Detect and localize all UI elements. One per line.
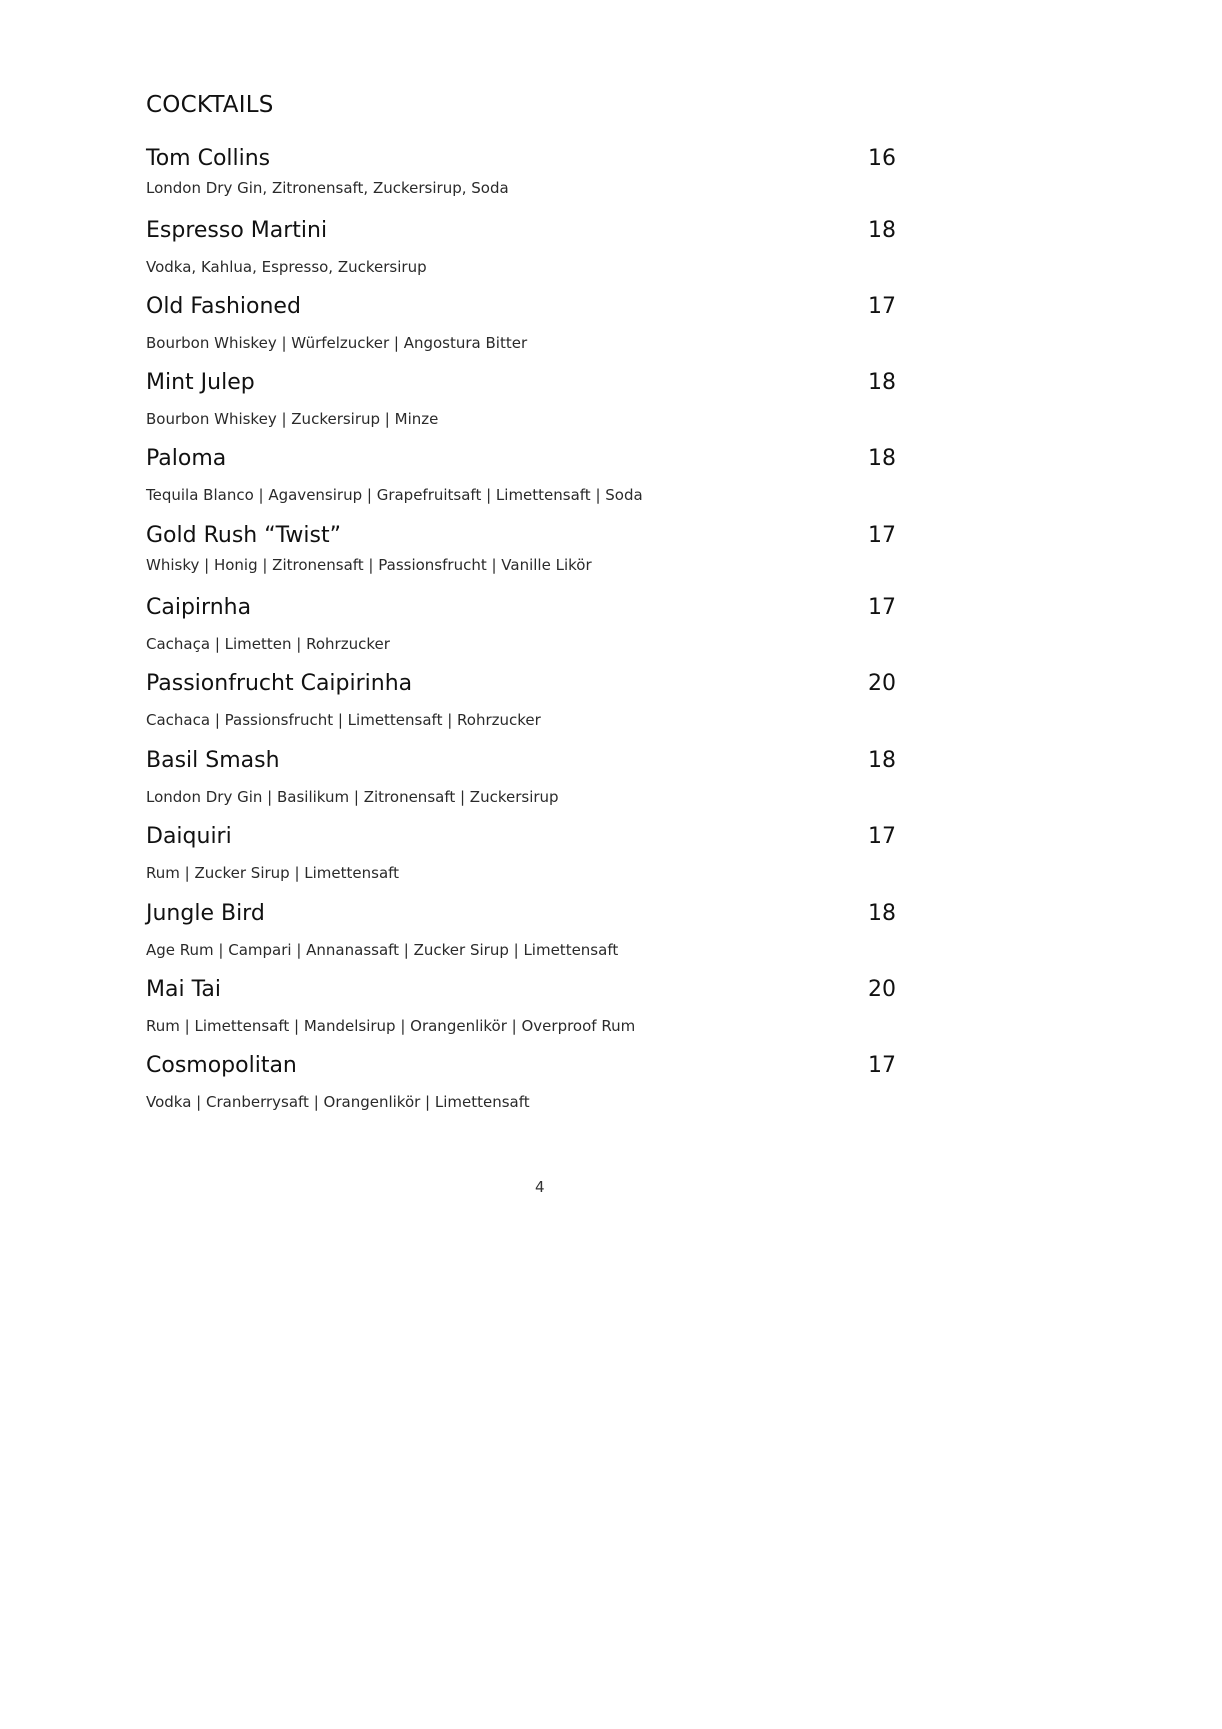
menu-item	[146, 824, 896, 884]
item-name: Jungle Bird	[146, 901, 265, 926]
item-name: Espresso Martini	[146, 218, 328, 243]
item-name: Cosmopolitan	[146, 1053, 297, 1078]
item-price: 20	[868, 977, 896, 1002]
item-price: 18	[868, 901, 896, 926]
item-price: 18	[868, 446, 896, 471]
menu-item	[146, 218, 896, 278]
item-price: 17	[868, 824, 896, 849]
menu-item	[146, 748, 896, 808]
item-price: 17	[868, 1053, 896, 1078]
item-name: Basil Smash	[146, 748, 280, 773]
item-price: 17	[868, 595, 896, 620]
item-price: 18	[868, 218, 896, 243]
menu-item	[146, 294, 896, 354]
menu-item	[146, 901, 896, 961]
item-name: Paloma	[146, 446, 227, 471]
menu-item	[146, 523, 896, 583]
menu-item	[146, 671, 896, 731]
item-description: Vodka, Kahlua, Espresso, Zuckersirup	[146, 258, 427, 276]
item-price: 17	[868, 523, 896, 548]
item-description: Rum | Limettensaft | Mandelsirup | Orangenlikör | Overproof Rum	[146, 1017, 636, 1035]
item-description: Rum | Zucker Sirup | Limettensaft	[146, 864, 400, 882]
item-name: Mint Julep	[146, 370, 255, 395]
item-price: 18	[868, 370, 896, 395]
section-title: COCKTAILS	[146, 92, 274, 118]
menu-item	[146, 446, 896, 506]
item-name: Old Fashioned	[146, 294, 301, 319]
item-description: Bourbon Whiskey | Zuckersirup | Minze	[146, 410, 439, 428]
item-name: Mai Tai	[146, 977, 221, 1002]
item-description: Bourbon Whiskey | Würfelzucker | Angostura Bitter	[146, 334, 528, 352]
menu-item	[146, 595, 896, 655]
item-price: 17	[868, 294, 896, 319]
item-name: Tom Collins	[146, 146, 271, 171]
item-name: Gold Rush “Twist”	[146, 523, 342, 548]
item-description: London Dry Gin, Zitronensaft, Zuckersirup, Soda	[146, 179, 509, 197]
page-number: 4	[535, 1178, 545, 1196]
item-description: Age Rum | Campari | Annanassaft | Zucker Sirup | Limettensaft	[146, 941, 619, 959]
menu-item	[146, 977, 896, 1037]
item-description: London Dry Gin | Basilikum | Zitronensaft | Zuckersirup	[146, 788, 559, 806]
item-price: 20	[868, 671, 896, 696]
item-name: Daiquiri	[146, 824, 232, 849]
menu-item	[146, 146, 896, 206]
item-name: Passionfrucht Caipirinha	[146, 671, 413, 696]
item-name: Caipirnha	[146, 595, 252, 620]
menu-item	[146, 370, 896, 430]
item-description: Vodka | Cranberrysaft | Orangenlikör | Limettensaft	[146, 1093, 530, 1111]
menu-item	[146, 1053, 896, 1113]
item-description: Cachaça | Limetten | Rohrzucker	[146, 635, 390, 653]
item-description: Tequila Blanco | Agavensirup | Grapefruitsaft | Limettensaft | Soda	[146, 486, 643, 504]
item-description: Cachaca | Passionsfrucht | Limettensaft | Rohrzucker	[146, 711, 541, 729]
item-price: 16	[868, 146, 896, 171]
item-price: 18	[868, 748, 896, 773]
item-description: Whisky | Honig | Zitronensaft | Passionsfrucht | Vanille Likör	[146, 556, 592, 574]
